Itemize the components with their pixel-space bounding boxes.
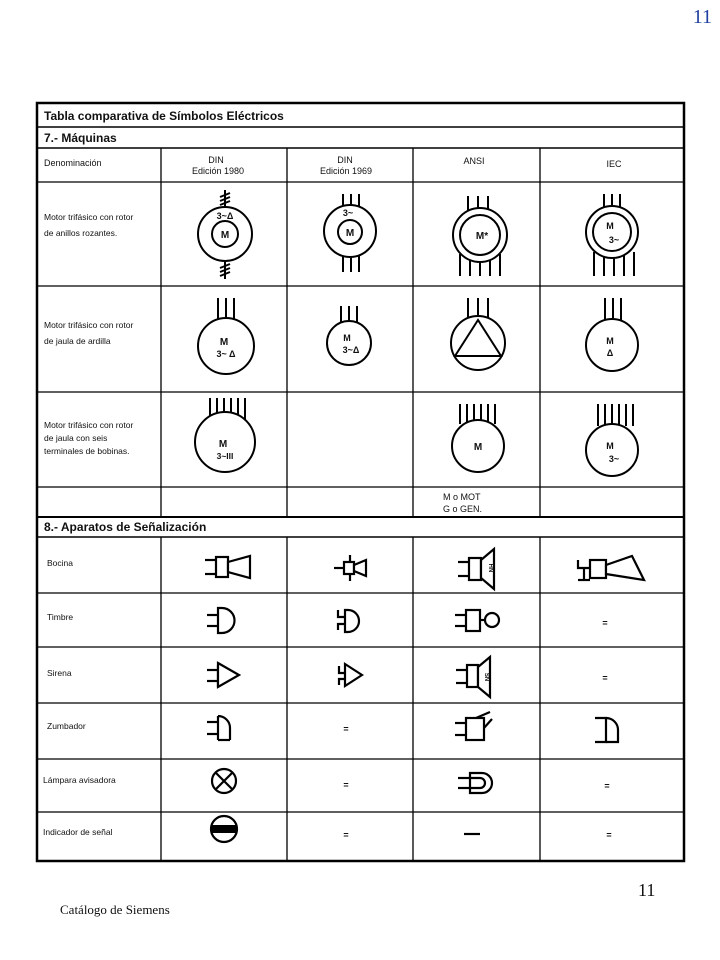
symbol-text: 3~III [216, 451, 234, 461]
symbol-din1980-squirrel-cage-motor [198, 298, 254, 374]
iec-siren-equal: = [602, 673, 608, 683]
symbol-ansi-squirrel-cage-motor [451, 298, 505, 370]
symbol-text: M [473, 442, 483, 453]
din1969-indicator-equal: = [343, 830, 349, 840]
machine-note-mot: M o MOT [443, 492, 481, 502]
iec-indicator-equal: = [606, 830, 612, 840]
signal-grid [37, 537, 684, 861]
iec-lamp-equal: = [604, 781, 610, 791]
symbol-text: 3~ [608, 454, 620, 464]
machine-row-2-label [44, 320, 133, 346]
header-din-1969-edition: Edición 1969 [319, 166, 373, 176]
svg-text:Motor trifásico con rotor: Motor trifásico con rotor [44, 320, 134, 330]
symbol-iec-six-terminal-motor [586, 404, 638, 476]
symbol-text: M [218, 439, 228, 450]
symbol-text: M [606, 221, 614, 231]
machine-row-1-label [44, 212, 133, 238]
symbol-iec-buzzer [595, 718, 618, 742]
signal-label-zumbador: Zumbador [47, 721, 86, 731]
din1969-buzzer-equal: = [343, 724, 349, 734]
symbol-text: Δ [606, 348, 614, 358]
header-din-1980: DIN [208, 155, 224, 165]
symbol-text: M [345, 228, 355, 239]
symbol-din1969-bell [338, 610, 359, 632]
page-number-bottom: 11 [638, 880, 656, 900]
symbol-din1980-siren [207, 663, 239, 687]
symbol-text: M [606, 336, 614, 346]
header-din-1969: DIN [337, 155, 353, 165]
svg-text:terminales de bobinas.: terminales de bobinas. [44, 446, 130, 456]
symbol-iec-horn [578, 556, 644, 580]
symbol-ansi-signal-lamp [458, 773, 492, 793]
symbol-text: 3~Δ [342, 345, 360, 355]
header-denominacion: Denominación [44, 158, 102, 168]
symbol-text: HN [487, 563, 493, 573]
symbol-din1980-bell [207, 608, 235, 633]
svg-text:de anillos rozantes.: de anillos rozantes. [44, 228, 118, 238]
symbol-text: M [606, 441, 614, 451]
symbol-text: M [220, 230, 230, 241]
symbol-text: 3~ [608, 235, 620, 245]
symbol-text: SN [483, 672, 489, 682]
svg-text:Motor trifásico con rotor: Motor trifásico con rotor [44, 212, 134, 222]
symbol-text: 3~Δ [216, 211, 234, 221]
symbol-iec-squirrel-cage-motor [586, 298, 638, 371]
header-iec: IEC [606, 159, 622, 169]
page-number-top: 11 [692, 6, 712, 28]
signal-label-indicador: Indicador de señal [43, 827, 113, 837]
din1969-lamp-equal: = [343, 780, 349, 790]
symbol-din1980-horn [205, 556, 250, 578]
signal-label-lampara: Lámpara avisadora [43, 775, 116, 785]
symbol-text: M [343, 333, 351, 343]
signal-label-bocina: Bocina [47, 558, 73, 568]
svg-text:de jaula de ardilla: de jaula de ardilla [44, 336, 111, 346]
symbol-din1969-siren [339, 664, 362, 686]
symbol-ansi-bell [455, 610, 499, 631]
footer-source: Catálogo de Siemens [60, 902, 170, 917]
symbol-text: 3~ [342, 208, 354, 218]
signal-label-sirena: Sirena [47, 668, 72, 678]
symbol-din1969-horn [334, 555, 366, 581]
svg-text:de jaula con seis: de jaula con seis [44, 433, 108, 443]
symbol-din1980-buzzer [207, 716, 230, 740]
symbol-din1980-signal-indicator [211, 816, 237, 842]
section-7-title: 7.- Máquinas [44, 131, 117, 145]
svg-text:Motor trifásico con rotor: Motor trifásico con rotor [44, 420, 134, 430]
symbol-ansi-buzzer [455, 712, 492, 740]
table-title: Tabla comparativa de Símbolos Eléctricos [44, 109, 284, 123]
symbol-text: 3~ Δ [216, 349, 236, 359]
symbol-din1980-signal-lamp [212, 769, 236, 793]
machine-row-3-label [44, 420, 133, 456]
header-din-1980-edition: Edición 1980 [191, 166, 245, 176]
section-8-title: 8.- Aparatos de Señalización [44, 520, 207, 534]
machine-note-gen: G o GEN. [443, 504, 483, 514]
header-ansi: ANSI [463, 156, 485, 166]
symbol-ansi-six-terminal-motor [452, 404, 504, 472]
iec-bell-equal: = [602, 618, 608, 628]
symbol-text: M* [475, 231, 489, 242]
signal-label-timbre: Timbre [47, 612, 74, 622]
symbol-text: M [219, 337, 229, 348]
